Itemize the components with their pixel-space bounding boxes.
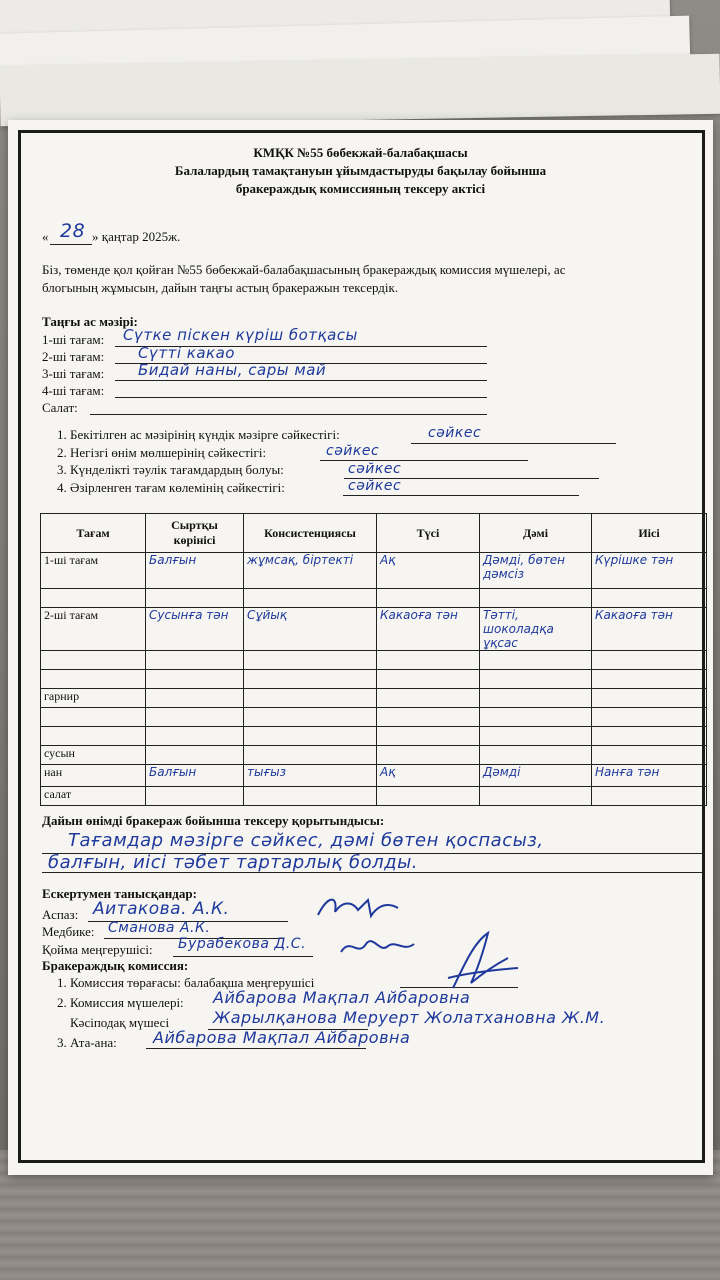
- menu-item-2-label: 2-ші тағам:: [42, 349, 105, 364]
- date-open: «: [42, 229, 49, 244]
- store-label: Қойма меңгерушісі:: [42, 942, 153, 957]
- table-cell: [41, 589, 146, 608]
- table-cell: [244, 708, 377, 727]
- table-cell: [244, 689, 377, 708]
- result-heading: Дайын өнімді бракераж бойынша тексеру қорытындысы:: [42, 813, 385, 828]
- table-cell: [592, 670, 707, 689]
- union-value: Жарылқанова Меруерт Жолатхановна Ж.М.: [213, 1008, 606, 1027]
- table-header-row: [41, 514, 707, 553]
- table-row: [41, 589, 707, 608]
- table-cell: [244, 589, 377, 608]
- table-cell: Сусынға тән: [146, 608, 244, 651]
- header-taste: Дәмі: [480, 514, 592, 553]
- table-cell: [480, 651, 592, 670]
- parent-line: [146, 1048, 366, 1049]
- background-sheet: [0, 54, 720, 127]
- table-cell: [480, 589, 592, 608]
- table-cell: [146, 727, 244, 746]
- table-cell: [146, 787, 244, 806]
- table-row: [41, 727, 707, 746]
- cook-value: Аитакова. А.К.: [93, 899, 230, 919]
- check-1-line: [411, 443, 616, 444]
- table-cell: [377, 727, 480, 746]
- table-row: [41, 608, 707, 651]
- table-cell: [244, 651, 377, 670]
- table-cell: 2-ші тағам: [41, 608, 146, 651]
- menu-item-4-line: [115, 397, 487, 398]
- table-cell: [244, 787, 377, 806]
- menu-item-4-label: 4-ші тағам:: [42, 383, 105, 398]
- table-row: [41, 765, 707, 787]
- commission-chair: 1. Комиссия төрағасы: балабақша меңгерушісі: [70, 973, 314, 993]
- header-smell: Иісі: [592, 514, 707, 553]
- table-row: [41, 670, 707, 689]
- table-cell: [592, 689, 707, 708]
- menu-item-3-value: Бидай наны, сары май: [138, 361, 327, 379]
- commission-heading: Бракераждық комиссия:: [42, 958, 189, 973]
- table-cell: [377, 746, 480, 765]
- table-cell: Дәмді: [480, 765, 592, 787]
- checks-list: [48, 426, 340, 496]
- cook-label: Аспаз:: [42, 907, 79, 922]
- table-cell: [244, 670, 377, 689]
- menu-heading: Таңғы ас мәзірі:: [42, 314, 138, 329]
- check-item: 2. Негізгі өнім мөлшерінің сәйкестігі:: [70, 444, 340, 462]
- store-value: Бурабекова Д.С.: [178, 936, 307, 952]
- table-cell: Какаоға тән: [592, 608, 707, 651]
- table-cell: [146, 746, 244, 765]
- table-cell: Какаоға тән: [377, 608, 480, 651]
- check-2-value: сәйкес: [326, 443, 380, 459]
- table-cell: [592, 708, 707, 727]
- nurse-value: Сманова А.К.: [108, 920, 211, 936]
- table-cell: салат: [41, 787, 146, 806]
- result-line-1-text: Тағамдар мәзірге сәйкес, дәмі бөтен қоспасыз,: [68, 830, 544, 851]
- result-line-2-text: балғын, иісі тәбет тартарлық болды.: [48, 852, 419, 873]
- document-org: КМҚК №55 бөбекжай-балабақшасы: [253, 145, 468, 160]
- table-cell: Ақ: [377, 553, 480, 589]
- table-row: [41, 746, 707, 765]
- table-row: [41, 689, 707, 708]
- table-cell: [146, 670, 244, 689]
- table-cell: [41, 670, 146, 689]
- evaluation-table: [40, 513, 707, 806]
- nurse-label: Медбике:: [42, 924, 95, 939]
- table-cell: Дәмді, бөтен дәмсіз: [480, 553, 592, 589]
- date-month-year: » қаңтар 2025ж.: [92, 229, 181, 244]
- menu-item-3-label: 3-ші тағам:: [42, 366, 105, 381]
- table-cell: [377, 689, 480, 708]
- table-cell: [377, 787, 480, 806]
- menu-item-3-line: [115, 380, 487, 381]
- table-cell: [41, 727, 146, 746]
- table-cell: [146, 708, 244, 727]
- check-item: 1. Бекітілген ас мәзірінің күндік мәзірге сәйкестігі:: [70, 426, 340, 444]
- document-subtitle: Балалардың тамақтануын ұйымдастыруды бақылау бойынша: [174, 163, 547, 178]
- header-dish: Тағам: [41, 514, 146, 553]
- table-cell: [146, 589, 244, 608]
- table-cell: Балғын: [146, 553, 244, 589]
- table-cell: [244, 727, 377, 746]
- table-cell: [480, 708, 592, 727]
- header-color: Түсі: [377, 514, 480, 553]
- table-cell: жұмсақ, біртекті: [244, 553, 377, 589]
- date-underline: [50, 244, 92, 245]
- table-cell: 1-ші тағам: [41, 553, 146, 589]
- table-cell: [480, 670, 592, 689]
- parent-value: Айбарова Мақпал Айбаровна: [153, 1028, 411, 1047]
- check-3-value: сәйкес: [348, 461, 402, 477]
- table-cell: Сұйық: [244, 608, 377, 651]
- store-line: [173, 956, 313, 957]
- members-value: Айбарова Мақпал Айбаровна: [213, 988, 471, 1007]
- table-cell: гарнир: [41, 689, 146, 708]
- inspection-act-document: [8, 120, 713, 1175]
- commission-members: 2. Комиссия мүшелері:: [70, 993, 314, 1013]
- table-cell: Тәтті, шоколадқа ұқсас: [480, 608, 592, 651]
- parent: 3. Ата-ана:: [70, 1033, 314, 1053]
- menu-item-2-value: Сүтті какао: [138, 344, 235, 362]
- check-item: 3. Күнделікті тәулік тағамдардың болуы:: [70, 461, 340, 479]
- store-signature: [338, 932, 418, 962]
- check-item: 4. Әзірленген тағам көлемінің сәйкестігі:: [70, 479, 340, 497]
- check-4-value: сәйкес: [348, 478, 402, 494]
- table-cell: [592, 651, 707, 670]
- table-row: [41, 708, 707, 727]
- table-cell: [592, 727, 707, 746]
- table-cell: [480, 689, 592, 708]
- table-cell: [480, 727, 592, 746]
- header-appearance: Сыртқы көрінісі: [146, 514, 244, 553]
- table-cell: [480, 746, 592, 765]
- table-cell: Нанға тән: [592, 765, 707, 787]
- table-cell: [592, 787, 707, 806]
- table-cell: сусын: [41, 746, 146, 765]
- table-row: [41, 553, 707, 589]
- menu-item-1-value: Сүтке піскен күріш ботқасы: [123, 326, 358, 344]
- acquainted-heading: Ескертумен танысқандар:: [42, 886, 197, 901]
- table-cell: Күрішке тән: [592, 553, 707, 589]
- table-cell: Балғын: [146, 765, 244, 787]
- table-cell: [41, 708, 146, 727]
- table-cell: [377, 708, 480, 727]
- menu-salad-label: Салат:: [42, 400, 78, 415]
- table-cell: тығыз: [244, 765, 377, 787]
- table-cell: [146, 651, 244, 670]
- table-cell: [592, 589, 707, 608]
- table-cell: [377, 651, 480, 670]
- menu-item-1-label: 1-ші тағам:: [42, 332, 105, 347]
- table-cell: [41, 651, 146, 670]
- table-cell: Ақ: [377, 765, 480, 787]
- document-title: бракераждық комиссияның тексеру актісі: [235, 181, 486, 196]
- check-1-value: сәйкес: [428, 425, 482, 441]
- table-cell: [592, 746, 707, 765]
- table-cell: [146, 689, 244, 708]
- table-row: [41, 651, 707, 670]
- table-cell: [244, 746, 377, 765]
- menu-salad-line: [90, 414, 487, 415]
- cook-signature: [313, 890, 403, 925]
- check-4-line: [343, 495, 579, 496]
- table-cell: [377, 670, 480, 689]
- table-cell: [377, 589, 480, 608]
- table-cell: [480, 787, 592, 806]
- intro-line-1: Біз, төменде қол қойған №55 бөбекжай-балабақшасының бракераждық комиссия мүшелері, ас: [42, 262, 566, 277]
- table-row: [41, 787, 707, 806]
- union-member: Кәсіподақ мүшесі: [70, 1015, 170, 1030]
- header-consistency: Консистенциясы: [244, 514, 377, 553]
- table-cell: нан: [41, 765, 146, 787]
- date-day: 28: [60, 220, 86, 242]
- intro-line-2: блогының жұмысын, дайын таңғы астың бракеражын тексердік.: [42, 280, 399, 295]
